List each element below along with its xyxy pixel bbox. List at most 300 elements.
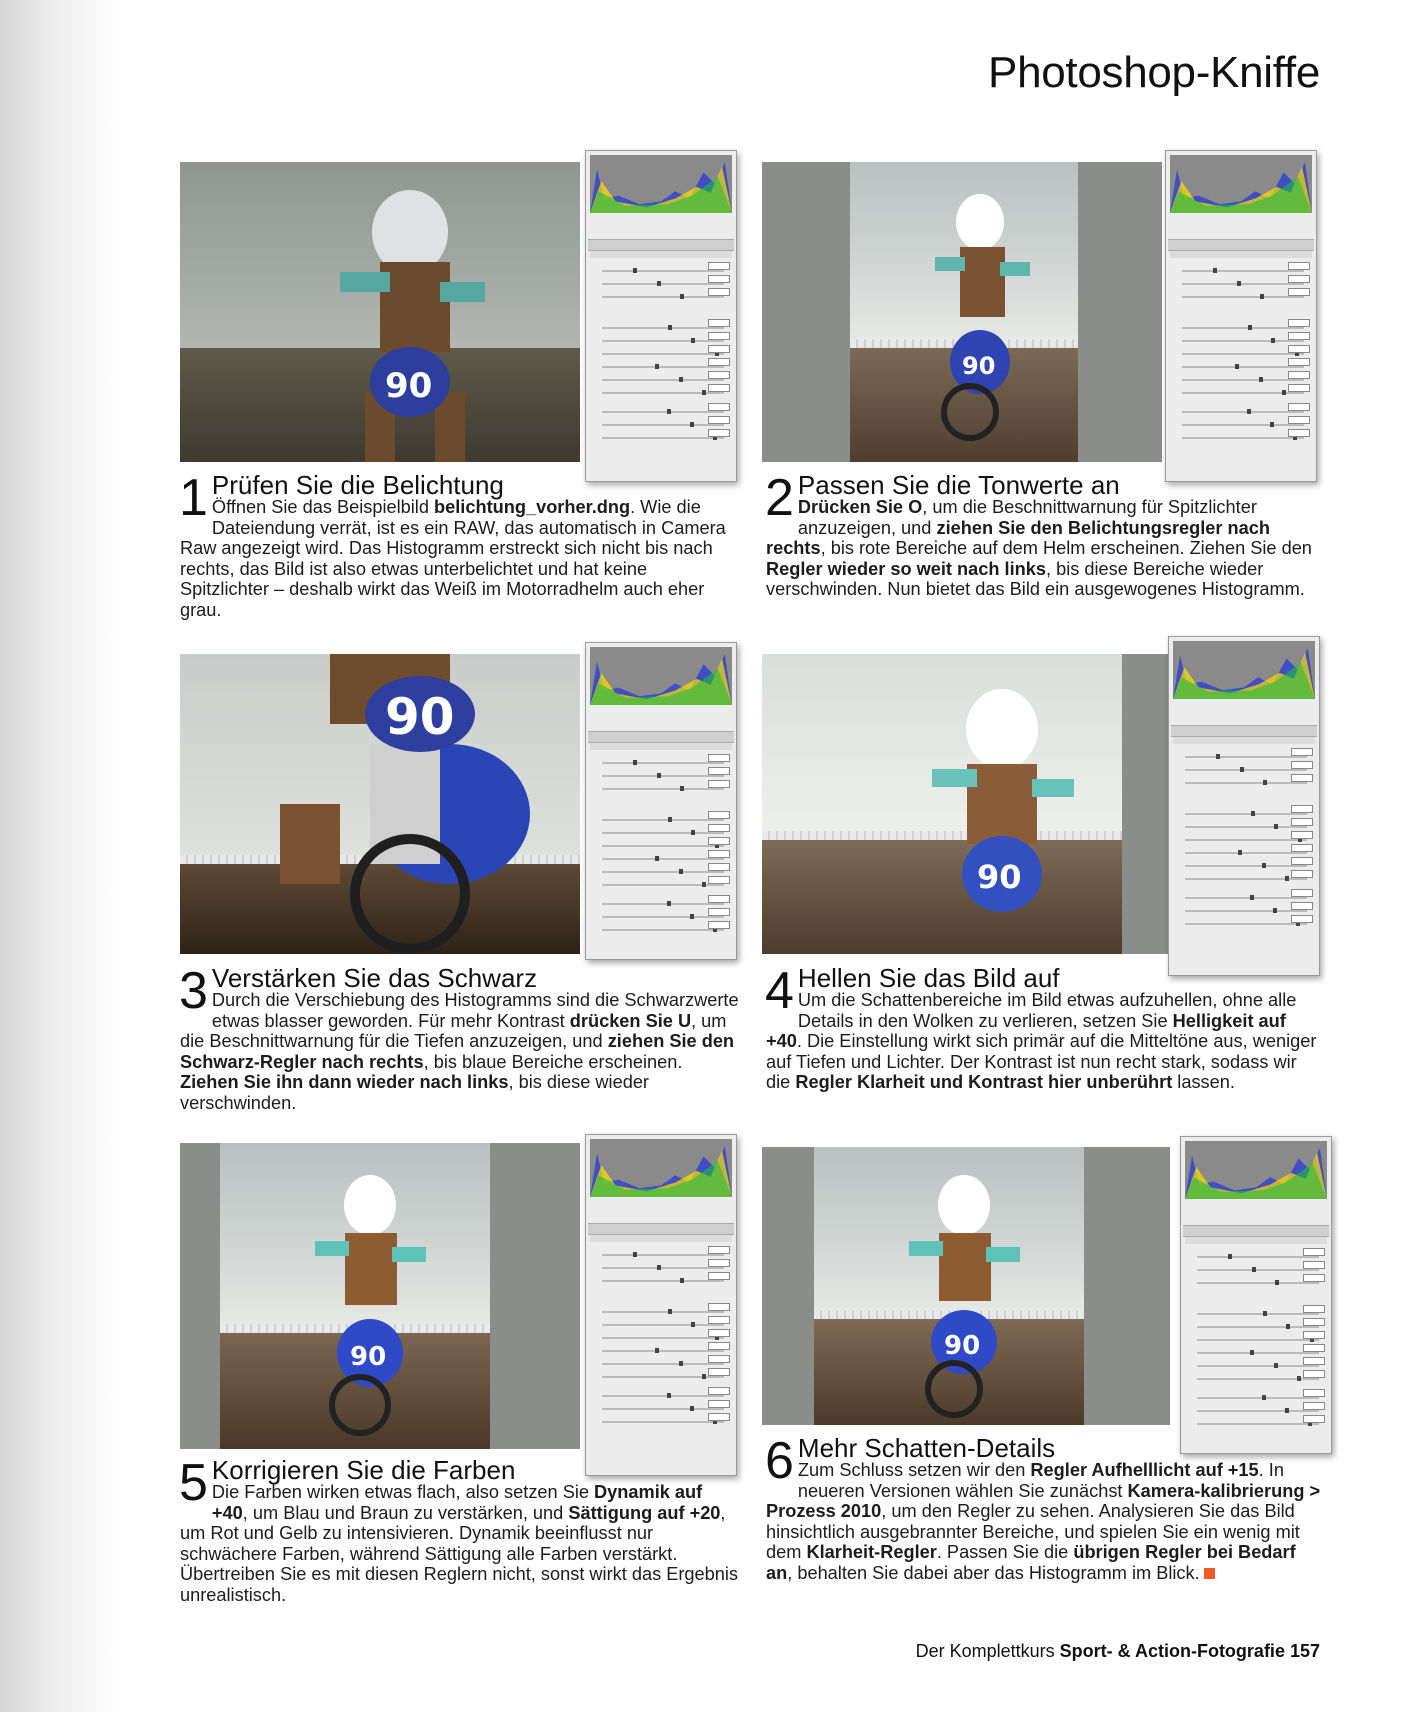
slider-value-field[interactable] xyxy=(1291,915,1313,923)
slider-track[interactable] xyxy=(602,1337,724,1339)
slider-handle[interactable] xyxy=(1250,1350,1254,1355)
panel-tools xyxy=(1168,239,1314,251)
slider-handle[interactable] xyxy=(679,869,683,874)
slider-handle[interactable] xyxy=(680,294,684,299)
step-body-text: , um die Beschnittwarnung für die Tiefen anzuzeigen, und xyxy=(180,1010,727,1052)
step-body-emphasis: Ziehen Sie ihn dann wieder nach links xyxy=(180,1072,509,1093)
step-body-emphasis: Sättigung auf +20 xyxy=(568,1502,721,1523)
slider-track[interactable] xyxy=(1197,1326,1319,1328)
slider-value-field[interactable] xyxy=(1303,1305,1325,1313)
slider-track[interactable] xyxy=(602,270,724,272)
slider-handle[interactable] xyxy=(1275,1280,1279,1285)
slider-row[interactable] xyxy=(592,1246,730,1259)
slider-value-field[interactable] xyxy=(708,876,730,884)
slider-value-field[interactable] xyxy=(708,780,730,788)
slider-value-field[interactable] xyxy=(708,850,730,858)
histogram xyxy=(1173,641,1315,699)
slider-row[interactable] xyxy=(592,416,730,429)
slider-handle[interactable] xyxy=(679,1361,683,1366)
slider-handle[interactable] xyxy=(657,773,661,778)
slider-handle[interactable] xyxy=(667,1393,671,1398)
slider-track[interactable] xyxy=(1182,340,1304,342)
slider-value-field[interactable] xyxy=(708,371,730,379)
slider-track[interactable] xyxy=(1185,782,1307,784)
slider-row[interactable] xyxy=(592,876,730,889)
slider-track[interactable] xyxy=(1182,424,1304,426)
slider-row[interactable] xyxy=(592,262,730,275)
slider-track[interactable] xyxy=(602,871,724,873)
slider-value-field[interactable] xyxy=(708,908,730,916)
slider-handle[interactable] xyxy=(667,901,671,906)
slider-row[interactable] xyxy=(592,429,730,442)
slider-row[interactable] xyxy=(1175,870,1313,883)
slider-value-field[interactable] xyxy=(708,345,730,353)
slider-handle[interactable] xyxy=(655,1348,659,1353)
slider-value-field[interactable] xyxy=(708,1387,730,1395)
slider-value-field[interactable] xyxy=(708,262,730,270)
slider-row[interactable] xyxy=(592,811,730,824)
slider-track[interactable] xyxy=(1197,1397,1319,1399)
slider-row[interactable] xyxy=(592,358,730,371)
slider-value-field[interactable] xyxy=(1303,1370,1325,1378)
slider-track[interactable] xyxy=(1197,1339,1319,1341)
slider-track[interactable] xyxy=(602,327,724,329)
slider-value-field[interactable] xyxy=(1291,831,1313,839)
slider-handle[interactable] xyxy=(1297,1376,1301,1381)
slider-value-field[interactable] xyxy=(708,429,730,437)
slider-track[interactable] xyxy=(1197,1282,1319,1284)
step-4-camera-raw-panel xyxy=(1168,636,1320,976)
slider-value-field[interactable] xyxy=(1291,889,1313,897)
slider-track[interactable] xyxy=(602,762,724,764)
slider-row[interactable] xyxy=(1187,1261,1325,1274)
slider-value-field[interactable] xyxy=(708,1329,730,1337)
slider-track[interactable] xyxy=(602,819,724,821)
slider-track[interactable] xyxy=(602,903,724,905)
slider-handle[interactable] xyxy=(1238,850,1242,855)
slider-track[interactable] xyxy=(1185,865,1307,867)
slider-handle[interactable] xyxy=(1235,364,1239,369)
slider-value-field[interactable] xyxy=(708,811,730,819)
slider-row[interactable] xyxy=(592,275,730,288)
slider-track[interactable] xyxy=(602,775,724,777)
slider-handle[interactable] xyxy=(1270,422,1274,427)
slider-row[interactable] xyxy=(592,1316,730,1329)
slider-row[interactable] xyxy=(592,1368,730,1381)
slider-value-field[interactable] xyxy=(1288,345,1310,353)
slider-value-field[interactable] xyxy=(708,824,730,832)
slider-row[interactable] xyxy=(592,908,730,921)
auto-default-links[interactable] xyxy=(1172,309,1310,317)
slider-track[interactable] xyxy=(1185,839,1307,841)
slider-row[interactable] xyxy=(1172,429,1310,442)
slider-track[interactable] xyxy=(602,1311,724,1313)
slider-track[interactable] xyxy=(1185,813,1307,815)
slider-row[interactable] xyxy=(1175,805,1313,818)
step-body-emphasis: ziehen Sie den Schwarz-Regler nach rechts xyxy=(180,1031,735,1072)
slider-track[interactable] xyxy=(602,379,724,381)
slider-handle[interactable] xyxy=(1274,824,1278,829)
slider-value-field[interactable] xyxy=(708,863,730,871)
slider-value-field[interactable] xyxy=(1303,1318,1325,1326)
slider-row[interactable] xyxy=(592,1413,730,1426)
slider-track[interactable] xyxy=(1182,270,1304,272)
slider-value-field[interactable] xyxy=(708,275,730,283)
slider-row[interactable] xyxy=(592,824,730,837)
slider-value-field[interactable] xyxy=(1288,358,1310,366)
slider-track[interactable] xyxy=(602,832,724,834)
slider-value-field[interactable] xyxy=(1288,403,1310,411)
slider-row[interactable] xyxy=(1172,358,1310,371)
slider-row[interactable] xyxy=(592,863,730,876)
slider-row[interactable] xyxy=(1187,1370,1325,1383)
slider-handle[interactable] xyxy=(633,1252,637,1257)
slider-track[interactable] xyxy=(602,858,724,860)
slider-value-field[interactable] xyxy=(1288,332,1310,340)
slider-track[interactable] xyxy=(1185,826,1307,828)
slider-row[interactable] xyxy=(1172,371,1310,384)
slider-value-field[interactable] xyxy=(1303,1389,1325,1397)
slider-track[interactable] xyxy=(1197,1423,1319,1425)
slider-value-field[interactable] xyxy=(1288,429,1310,437)
slider-handle[interactable] xyxy=(667,409,671,414)
slider-row[interactable] xyxy=(1175,915,1313,928)
slider-value-field[interactable] xyxy=(1291,870,1313,878)
slider-value-field[interactable] xyxy=(1303,1274,1325,1282)
step-number: 5 xyxy=(179,1454,208,1512)
slider-handle[interactable] xyxy=(1216,754,1220,759)
slider-row[interactable] xyxy=(1172,262,1310,275)
slider-row[interactable] xyxy=(1175,761,1313,774)
slider-row[interactable] xyxy=(592,1329,730,1342)
slider-track[interactable] xyxy=(602,437,724,439)
slider-track[interactable] xyxy=(602,296,724,298)
slider-handle[interactable] xyxy=(633,760,637,765)
step-body-text: , behalten Sie dabei aber das Histogramm im Blick. xyxy=(787,1562,1200,1583)
slider-value-field[interactable] xyxy=(1288,319,1310,327)
slider-row[interactable] xyxy=(592,1259,730,1272)
step-heading: Hellen Sie das Bild auf xyxy=(797,963,1060,993)
slider-value-field[interactable] xyxy=(1291,857,1313,865)
slider-row[interactable] xyxy=(592,754,730,767)
slider-row[interactable] xyxy=(592,837,730,850)
slider-row[interactable] xyxy=(1187,1305,1325,1318)
slider-handle[interactable] xyxy=(702,1374,706,1379)
slider-track[interactable] xyxy=(1197,1352,1319,1354)
slider-row[interactable] xyxy=(592,403,730,416)
slider-row[interactable] xyxy=(1172,345,1310,358)
step-body-emphasis: Regler Klarheit und Kontrast hier unberührt xyxy=(795,1072,1173,1093)
slider-value-field[interactable] xyxy=(708,754,730,762)
slider-value-field[interactable] xyxy=(1303,1357,1325,1365)
slider-row[interactable] xyxy=(592,345,730,358)
slider-handle[interactable] xyxy=(1285,876,1289,881)
slider-track[interactable] xyxy=(1182,366,1304,368)
slider-track[interactable] xyxy=(1182,296,1304,298)
slider-value-field[interactable] xyxy=(708,332,730,340)
slider-row[interactable] xyxy=(1175,774,1313,787)
slider-row[interactable] xyxy=(592,780,730,793)
slider-track[interactable] xyxy=(1182,379,1304,381)
slider-track[interactable] xyxy=(602,788,724,790)
slider-value-field[interactable] xyxy=(708,1259,730,1267)
histogram xyxy=(590,647,732,705)
slider-handle[interactable] xyxy=(702,390,706,395)
slider-handle[interactable] xyxy=(668,1309,672,1314)
page-spine-shadow xyxy=(0,0,125,1712)
slider-handle[interactable] xyxy=(633,268,637,273)
slider-value-field[interactable] xyxy=(708,1316,730,1324)
slider-handle[interactable] xyxy=(691,1322,695,1327)
slider-row[interactable] xyxy=(1175,857,1313,870)
slider-value-field[interactable] xyxy=(1288,288,1310,296)
slider-track[interactable] xyxy=(1185,923,1307,925)
slider-handle[interactable] xyxy=(1282,390,1286,395)
slider-row[interactable] xyxy=(592,767,730,780)
slider-value-field[interactable] xyxy=(1291,818,1313,826)
slider-handle[interactable] xyxy=(1237,281,1241,286)
step-body-text: , um die Beschnittwarnung für Spitzlichter anzuzeigen, und xyxy=(797,497,1257,538)
slider-track[interactable] xyxy=(1182,353,1304,355)
slider-value-field[interactable] xyxy=(1303,1331,1325,1339)
slider-row[interactable] xyxy=(592,371,730,384)
slider-track[interactable] xyxy=(602,1324,724,1326)
slider-handle[interactable] xyxy=(702,882,706,887)
slider-track[interactable] xyxy=(1182,437,1304,439)
slider-value-field[interactable] xyxy=(1303,1261,1325,1269)
slider-track[interactable] xyxy=(602,340,724,342)
slider-value-field[interactable] xyxy=(1288,262,1310,270)
panel-meta xyxy=(1173,701,1315,723)
slider-handle[interactable] xyxy=(690,914,694,919)
slider-handle[interactable] xyxy=(1251,811,1255,816)
slider-track[interactable] xyxy=(602,1267,724,1269)
step-body-text: . Die Einstellung wirkt sich primär auf die Mitteltöne aus, weniger auf Tiefen und Lichter. Der Kontrast ist nun recht stark, sodass wir die xyxy=(766,1031,1317,1093)
slider-handle[interactable] xyxy=(1263,1311,1267,1316)
slider-row[interactable] xyxy=(1175,844,1313,857)
slider-handle[interactable] xyxy=(1263,780,1267,785)
slider-row[interactable] xyxy=(592,1400,730,1413)
slider-value-field[interactable] xyxy=(708,288,730,296)
slider-row[interactable] xyxy=(592,1387,730,1400)
step-body-emphasis: Regler wieder so weit nach links xyxy=(766,558,1046,579)
slider-handle[interactable] xyxy=(657,1265,661,1270)
slider-handle[interactable] xyxy=(668,817,672,822)
slider-handle[interactable] xyxy=(691,830,695,835)
slider-value-field[interactable] xyxy=(708,767,730,775)
slider-row[interactable] xyxy=(1175,902,1313,915)
slider-handle[interactable] xyxy=(690,422,694,427)
slider-track[interactable] xyxy=(1197,1313,1319,1315)
slider-handle[interactable] xyxy=(1262,863,1266,868)
slider-value-field[interactable] xyxy=(708,1413,730,1421)
step-body-emphasis: übrigen Regler bei Bedarf an xyxy=(766,1542,1296,1583)
slider-handle[interactable] xyxy=(680,1278,684,1283)
slider-row[interactable] xyxy=(592,1342,730,1355)
slider-track[interactable] xyxy=(1197,1410,1319,1412)
slider-value-field[interactable] xyxy=(1291,761,1313,769)
slider-handle[interactable] xyxy=(691,338,695,343)
slider-value-field[interactable] xyxy=(1303,1344,1325,1352)
slider-value-field[interactable] xyxy=(1303,1248,1325,1256)
slider-value-field[interactable] xyxy=(1291,844,1313,852)
step-caption xyxy=(179,962,740,1114)
slider-value-field[interactable] xyxy=(1288,371,1310,379)
slider-row[interactable] xyxy=(592,1355,730,1368)
slider-row[interactable] xyxy=(1172,332,1310,345)
slider-row[interactable] xyxy=(1175,748,1313,761)
slider-value-field[interactable] xyxy=(708,895,730,903)
footer-course-title: Sport- & Action-Fotografie xyxy=(1059,1641,1285,1661)
slider-row[interactable] xyxy=(1175,889,1313,902)
slider-value-field[interactable] xyxy=(708,1400,730,1408)
slider-value-field[interactable] xyxy=(1291,902,1313,910)
slider-value-field[interactable] xyxy=(1288,384,1310,392)
slider-track[interactable] xyxy=(1197,1365,1319,1367)
slider-value-field[interactable] xyxy=(1288,275,1310,283)
slider-track[interactable] xyxy=(602,1254,724,1256)
slider-value-field[interactable] xyxy=(708,837,730,845)
slider-handle[interactable] xyxy=(690,1406,694,1411)
slider-track[interactable] xyxy=(602,353,724,355)
slider-row[interactable] xyxy=(592,1303,730,1316)
slider-row[interactable] xyxy=(1187,1402,1325,1415)
slider-track[interactable] xyxy=(602,1363,724,1365)
slider-row[interactable] xyxy=(1187,1357,1325,1370)
slider-value-field[interactable] xyxy=(708,1272,730,1280)
slider-track[interactable] xyxy=(602,929,724,931)
slider-handle[interactable] xyxy=(1273,908,1277,913)
slider-row[interactable] xyxy=(1172,288,1310,301)
step-body-text: . Passen Sie die xyxy=(936,1542,1074,1563)
slider-value-field[interactable] xyxy=(708,416,730,424)
slider-row[interactable] xyxy=(1187,1248,1325,1261)
slider-handle[interactable] xyxy=(1248,325,1252,330)
slider-row[interactable] xyxy=(592,850,730,863)
slider-track[interactable] xyxy=(602,424,724,426)
slider-row[interactable] xyxy=(1172,384,1310,397)
slider-value-field[interactable] xyxy=(1291,748,1313,756)
slider-row[interactable] xyxy=(592,319,730,332)
slider-track[interactable] xyxy=(1185,852,1307,854)
slider-handle[interactable] xyxy=(1262,1395,1266,1400)
slider-track[interactable] xyxy=(1185,910,1307,912)
slider-track[interactable] xyxy=(1197,1269,1319,1271)
auto-default-links[interactable] xyxy=(592,309,730,317)
slider-track[interactable] xyxy=(1182,327,1304,329)
slider-row[interactable] xyxy=(1187,1415,1325,1428)
auto-default-links[interactable] xyxy=(592,801,730,809)
slider-row[interactable] xyxy=(1172,319,1310,332)
slider-row[interactable] xyxy=(592,332,730,345)
slider-value-field[interactable] xyxy=(708,1303,730,1311)
auto-default-links[interactable] xyxy=(1175,795,1313,803)
slider-row[interactable] xyxy=(592,1272,730,1285)
slider-row[interactable] xyxy=(1172,416,1310,429)
slider-handle[interactable] xyxy=(1240,767,1244,772)
slider-row[interactable] xyxy=(592,288,730,301)
slider-value-field[interactable] xyxy=(708,1355,730,1363)
slider-value-field[interactable] xyxy=(708,1368,730,1376)
slider-track[interactable] xyxy=(602,1395,724,1397)
slider-row[interactable] xyxy=(592,384,730,397)
slider-handle[interactable] xyxy=(1213,268,1217,273)
slider-row[interactable] xyxy=(1175,818,1313,831)
slider-value-field[interactable] xyxy=(1303,1415,1325,1423)
slider-value-field[interactable] xyxy=(1288,416,1310,424)
slider-value-field[interactable] xyxy=(1291,774,1313,782)
slider-value-field[interactable] xyxy=(708,358,730,366)
slider-track[interactable] xyxy=(1197,1256,1319,1258)
slider-value-field[interactable] xyxy=(708,403,730,411)
slider-track[interactable] xyxy=(602,1421,724,1423)
slider-handle[interactable] xyxy=(655,856,659,861)
slider-row[interactable] xyxy=(1187,1331,1325,1344)
slider-row[interactable] xyxy=(1175,831,1313,844)
slider-track[interactable] xyxy=(602,845,724,847)
slider-track[interactable] xyxy=(602,916,724,918)
slider-value-field[interactable] xyxy=(1303,1402,1325,1410)
slider-handle[interactable] xyxy=(668,325,672,330)
slider-row[interactable] xyxy=(1172,403,1310,416)
slider-track[interactable] xyxy=(602,1280,724,1282)
slider-value-field[interactable] xyxy=(708,319,730,327)
slider-handle[interactable] xyxy=(1274,1363,1278,1368)
slider-row[interactable] xyxy=(1187,1344,1325,1357)
slider-handle[interactable] xyxy=(679,377,683,382)
slider-handle[interactable] xyxy=(1259,377,1263,382)
slider-track[interactable] xyxy=(1182,283,1304,285)
slider-value-field[interactable] xyxy=(708,1342,730,1350)
slider-track[interactable] xyxy=(602,411,724,413)
slider-handle[interactable] xyxy=(1252,1267,1256,1272)
slider-handle[interactable] xyxy=(655,364,659,369)
slider-track[interactable] xyxy=(602,283,724,285)
slider-handle[interactable] xyxy=(1228,1254,1232,1259)
slider-row[interactable] xyxy=(592,921,730,934)
auto-default-links[interactable] xyxy=(592,1293,730,1301)
slider-row[interactable] xyxy=(1187,1318,1325,1331)
slider-track[interactable] xyxy=(602,1350,724,1352)
slider-handle[interactable] xyxy=(1250,895,1254,900)
slider-row[interactable] xyxy=(1187,1274,1325,1287)
slider-track[interactable] xyxy=(1182,411,1304,413)
slider-track[interactable] xyxy=(602,1408,724,1410)
slider-handle[interactable] xyxy=(1285,1408,1289,1413)
step-body-text: , um Blau und Braun zu verstärken, und xyxy=(242,1502,569,1523)
panel-tools xyxy=(588,239,734,251)
slider-handle[interactable] xyxy=(1260,294,1264,299)
slider-track[interactable] xyxy=(1185,897,1307,899)
slider-handle[interactable] xyxy=(1286,1324,1290,1329)
slider-handle[interactable] xyxy=(657,281,661,286)
auto-default-links[interactable] xyxy=(1187,1295,1325,1303)
slider-track[interactable] xyxy=(602,366,724,368)
slider-handle[interactable] xyxy=(1247,409,1251,414)
slider-handle[interactable] xyxy=(1271,338,1275,343)
slider-handle[interactable] xyxy=(680,786,684,791)
slider-track[interactable] xyxy=(1185,769,1307,771)
slider-value-field[interactable] xyxy=(1291,805,1313,813)
slider-track[interactable] xyxy=(1185,756,1307,758)
slider-value-field[interactable] xyxy=(708,1246,730,1254)
slider-value-field[interactable] xyxy=(708,384,730,392)
slider-row[interactable] xyxy=(1172,275,1310,288)
step-body-text: . In neueren Versionen wählen Sie zunächst xyxy=(797,1460,1284,1501)
slider-value-field[interactable] xyxy=(708,921,730,929)
slider-row[interactable] xyxy=(1187,1389,1325,1402)
slider-row[interactable] xyxy=(592,895,730,908)
